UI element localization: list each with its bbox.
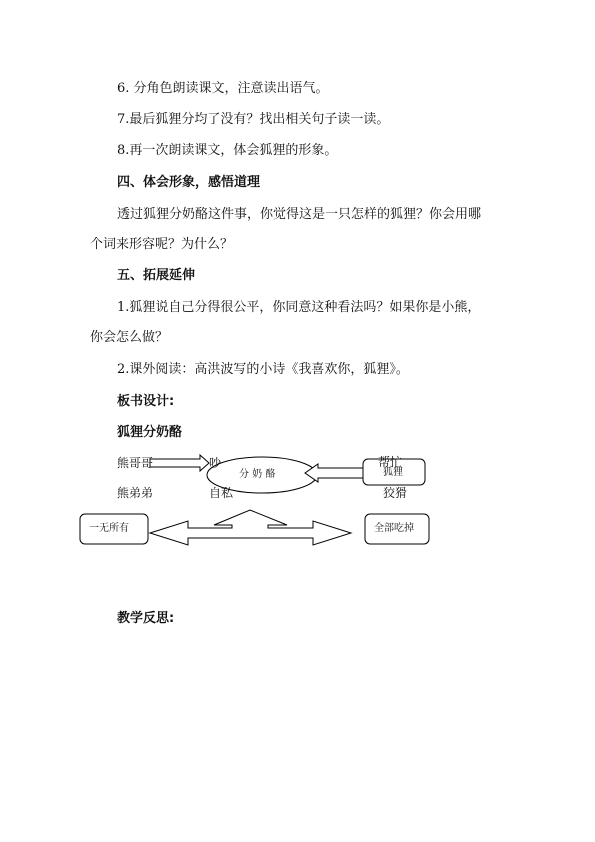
nothing-label: 一无所有 xyxy=(89,523,129,534)
reflection-label: 教学反思: xyxy=(117,611,175,626)
section-5-question-1-line-2: 你会怎么做？ xyxy=(90,330,169,345)
ate-all-label: 全部吃掉 xyxy=(374,523,414,534)
double-arrow xyxy=(150,510,351,545)
board-title: 狐狸分奶酪 xyxy=(117,425,183,440)
arrow-to-cheese xyxy=(150,455,209,471)
step-6: 6. 分角色朗读课文，注意读出语气。 xyxy=(117,81,329,96)
help-label: 帮忙 xyxy=(378,455,403,469)
selfish-label: 自私 xyxy=(209,486,234,500)
bear-younger-label: 熊弟弟 xyxy=(117,486,154,500)
board-design-label: 板书设计: xyxy=(117,394,175,409)
section-5-question-1-line-1: 1.狐狸说自己分得很公平，你同意这种看法吗？如果你是小熊， xyxy=(117,300,481,315)
quarrel-label: 吵 xyxy=(209,456,222,470)
cunning-label: 狡猾 xyxy=(383,486,408,500)
bear-elder-label: 熊哥哥 xyxy=(117,456,154,470)
section-5-question-2: 2.课外阅读：高洪波写的小诗《我喜欢你，狐狸》。 xyxy=(117,362,409,377)
section-4-paragraph-line-2: 个词来形容呢？为什么？ xyxy=(90,237,234,252)
step-7: 7.最后狐狸分均了没有？找出相关句子读一读。 xyxy=(117,112,390,127)
section-5-heading: 五、拓展延伸 xyxy=(117,268,196,283)
step-8: 8.再一次朗读课文，体会狐狸的形象。 xyxy=(117,143,338,158)
section-4-heading: 四、体会形象，感悟道理 xyxy=(117,175,261,190)
center-ellipse-label: 分 奶 酪 xyxy=(239,469,276,480)
section-4-paragraph-line-1: 透过狐狸分奶酪这件事，你觉得这是一只怎样的狐狸？你会用哪 xyxy=(117,207,482,222)
arrow-from-fox xyxy=(305,464,365,482)
fox-label: 狐狸 xyxy=(383,467,403,478)
